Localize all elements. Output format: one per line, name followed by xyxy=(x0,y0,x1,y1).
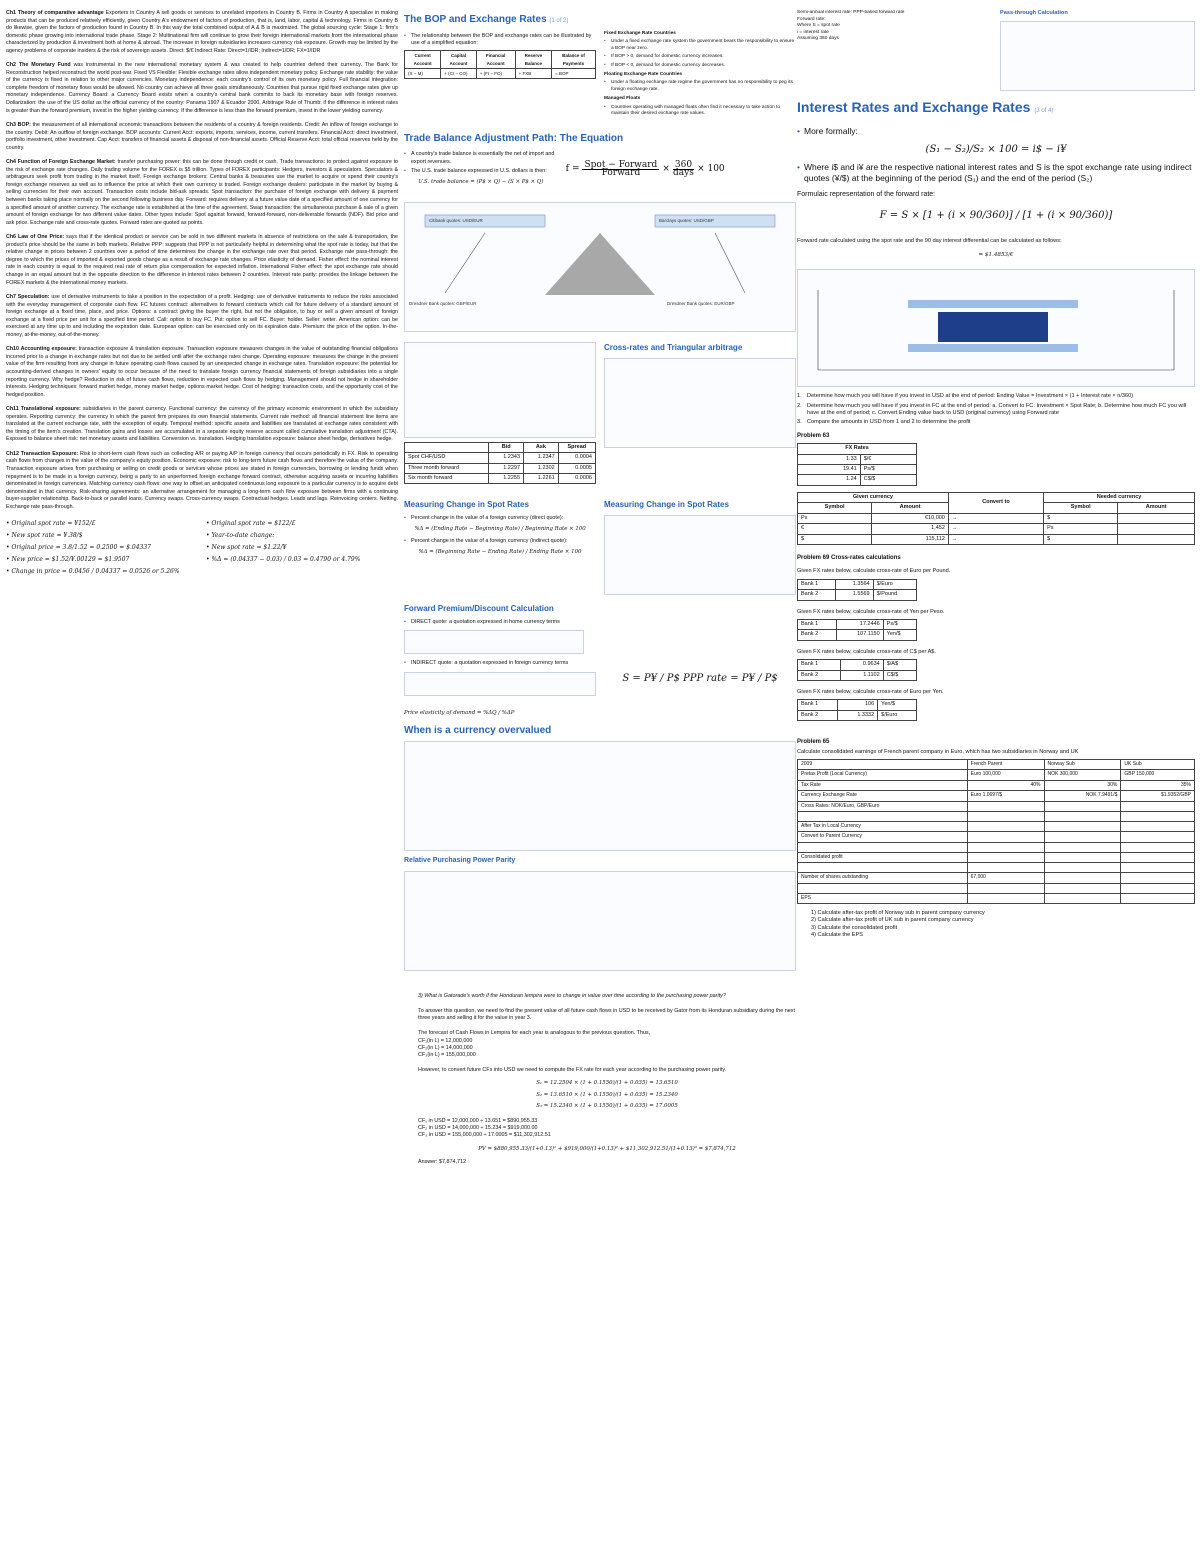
ppp-equation: S = P¥ / P$ PPP rate = P¥ / P$ xyxy=(622,673,778,685)
cross-rates-title: Cross-rates and Triangular arbitrage xyxy=(604,343,743,353)
problem-69-title: Problem 69 Cross-rates calculations xyxy=(797,554,901,561)
calc-line: • New spot rate = $1.22/¥ xyxy=(206,544,287,552)
calc-block xyxy=(6,518,398,578)
cross-block-2: Given FX rates below, calculate cross-rate of Yen per Peso. Bank 1 17.2446 Ps/$ Bank 2 107.1150 Yen/$ xyxy=(797,609,1195,641)
cia-svg xyxy=(798,270,1194,386)
cross-rates-notes xyxy=(604,358,796,448)
interest-rates-title: Interest Rates and Exchange Rates (3 of 4) xyxy=(797,99,1054,116)
forward-result: = $1.4853/€ xyxy=(978,251,1014,258)
left-column xyxy=(6,10,398,1550)
cross-rates-block xyxy=(404,338,796,487)
problem-3: 3) What is Gatorade's worth if the Honduran lempira were to change in value over time according to the purchasing power parity? To answer this question, we need to find the present value of all future cash flows in USD to be received by Gator from its Honduran subsidiary during the next three years and selling it for the value in year 3. The forecast of Cash Flows in Lempira for each year is analogous to the previous question. Thus, CF₁(in L) = 12,000,000 CF₂(in L) = 14,000,000 CF₃(in L) = 155,000,000 However, to convert future CFs into USD we need to compute the FX rate for each year according to the purchasing power parity. S₁ = 12.2504 × (1 + 0.1550)/(1 + 0.035) = 13.6510 S₂ = 13.6510 × (1 + 0.1550)/(1 + 0.035) = 15.2340 S₃ = 15.2340 × (1 + 0.1550)/(1 + 0.035) = 17.0005 CF₁ in USD = 12,000,000 ÷ 13.651 = $890,955.33 CF₂ in USD = 14,000,000 ÷ 15.234 = $919,000.00 CF₃ in USD = 155,000,000 ÷ 17.0005 = $11,302,912.51 PV = $880,955.33/(1+0.13)¹ + $919,000/(1+0.13)² + $11,302,912.51/(1+0.13)³ = $7,874,712 Answer: $7,874,712 xyxy=(418,992,795,1165)
relative-ppp-figure xyxy=(404,871,796,971)
top-notes: Semi-annual interest rate: PPP-based forward rate Forward rate: Where S = spot rate i = interest rate Assuming 360 days Pass-through Calculation xyxy=(797,10,1195,95)
cross-block-1: Given FX rates below, calculate cross-rate of Euro per Pound. Bank 1 1.3564 $/Euro Bank 2 1.5569 $/Pound xyxy=(797,568,1195,600)
chapter-10: Ch10 Accounting exposure: transaction exposure & translation exposure. Transaction exposure measures changes in the value of outstanding financial obligations incurred prior to a change in exchange rates but not due to be settled until after the exchange rates change. Operating exposure: measures the change in the present value of the firm resulting from any change in future operating cash flows caused by an unexpected change in exchange rates. Translation exposure: the potential for accounting-derived changes in owners' equity to occur because of the need to translate foreign currency financial statements of foreign subsidiaries into a single reporting currency. Why hedge? Reduction in risk of future cash flows, reduction in expected cash flows by hedging. Management should not hedge in shareholder interests. Hedging techniques: forward market hedge, money market hedge, options market hedge. Cost of hedging: transaction costs, and the opportunity cost of the hedged position. xyxy=(6,346,398,398)
measuring-block: Measuring Change in Spot Rates • Percent change in the value of a foreign currency (direct quote): %Δ = (Ending Rate − Beginning Rate) / Beginning Rate × 100 • Percent change in the value of a foreign currency (indirect quote): %Δ = (Beginning Rate − Ending Rate) / Ending Rate × 100 Measuring Change in Spot Rates xyxy=(404,495,796,599)
direct-quote-figure xyxy=(404,630,584,654)
cross-block-3: Given FX rates below, calculate cross-rate of C$ per A$. Bank 1 0.9634 $/A$ Bank 2 1.1102 C$/$ xyxy=(797,649,1195,681)
calc-line: • New price = $1.52/¥.00129 = $1.9507 xyxy=(6,556,130,564)
forward-premium-equation: f = Spot − Forward Forward × 360 days × 100 xyxy=(565,160,725,179)
overvalued-figure xyxy=(404,741,796,851)
conversion-table: Given currency Convert to Needed currency Symbol Amount Symbol Amount Ps €10,000 → $ € 1,452 → Ps $ 115,112 → $ xyxy=(797,492,1195,545)
cross-rates-table: Bid Ask Spread Spot CHF/USD 1.2343 1.2347 0.0004 Three month forward 1.2297 1.2302 0.0005 Six month forward 1.2255 1.2261 0.0006 xyxy=(404,442,596,484)
chapter-12: Ch12 Transaction Exposure: Risk to short-term cash flows such as collecting A/R or paying A/P in foreign currency that occurs periodically in FX. Risk to operating cash flows from changes in the value of the company's equity position. Economic exposure: risk to long-term future cash flows and therefore the value of the company. Transaction exposure arises from purchasing or selling on credit goods or services whose prices are stated in foreign currencies, borrowing or lending funds when repayment is to be made in a foreign currency, being a party to an unperformed foreign exchange forward contract, otherwise acquiring assets or incurring liabilities denominated in foreign currencies. Matching currency cash flows: one way to offset an anticipated continuous long exposure to a particular currency is to acquire debt denominated in that currency. Risk-sharing agreements: an alternative arrangement for managing a long-term cash flow exposure between firms with a continuing buyer-supplier relationship. Back-to-back or parallel loans. Currency swaps. Cross-currency swaps. Contractual hedges. Leads and lags. Reinvoicing centers. Netting. Exchange rate pass-through. xyxy=(6,450,398,510)
fx-rates-table: FX Rates 1.33 $/€ 19.41 Ps/$ 1.24 C$/$ xyxy=(797,443,917,486)
bop-block: • The relationship between the BOP and exchange rates can be illustrated by use of a simplified equation: Current Account Capital Account Financial Account Reserve Balance Balance of Payments (X − M) + (CI − CO) + (FI − FO) + FXB = BOP Fixed Exchange Rate Countries • Under a fixed exchange rate system the government bears the responsibility to ensure a BOP near zero. • If BOP > 0, demand for domestic currency increases. • If BOP < 0, demand for domestic currency decreases. Floating Exchange Rate Countries • Under a floating exchange rate regime the government has no responsibility to peg its foreign exchange rate. Managed Floats • Countries operating with managed floats often find it necessary to take action to maintain their desired exchange rate values. xyxy=(404,31,796,119)
calc-line: • Year-to-date change: xyxy=(206,532,275,540)
answer: Answer: $7,874,712 xyxy=(418,1158,466,1165)
pass-through-title: Pass-through Calculation xyxy=(1000,10,1068,16)
forward-premium-title: Forward Premium/Discount Calculation xyxy=(404,604,554,614)
forward-rate-equation: F = S × [1 + (i × 90/360)] / [1 + (i × 90/360)] xyxy=(879,210,1113,222)
cia-steps: 1. Determine how much you will have if you invest in USD at the end of period: Ending Value = Investment × (1 + Interest rate × n/360) 2. Determine how much you will have if you invest in FC at the end of period: a. Convert to FC: Investment × Spot Rate; b. Determine how much FC you will have at the end of period; c. Convert Ending value back to USD (original currency) using Forward rate 3. Compare the amounts in USD from 1 and 2 to determine the profit xyxy=(797,393,1187,426)
relative-ppp-title: Relative Purchasing Power Parity xyxy=(404,856,516,864)
bop-bullet: • The relationship between the BOP and exchange rates can be illustrated by use of a simplified equation: xyxy=(404,33,596,47)
problem-65-steps: 1) Calculate after-tax profit of Norway sub in parent company currency 2) Calculate after-tax profit of UK sub in parent company currency 3) Calculate the consolidated profit 4) Calculate the EPS xyxy=(811,910,985,939)
calc-line: • %Δ = (0.04337 − 0.03) / 0.03 = 0.4790 or 4.79% xyxy=(206,556,361,564)
indirect-quote-figure xyxy=(404,672,596,696)
overvalued-title: When is a currency overvalued xyxy=(404,724,552,736)
calc-line: • Original spot rate = $122/£ xyxy=(206,520,296,528)
fixed-rate-title: Fixed Exchange Rate Countries xyxy=(604,31,676,36)
bop-table: Current Account Capital Account Financial Account Reserve Balance Balance of Payments (X − M) + (CI − CO) + (FI − FO) + FXB = BOP xyxy=(404,50,596,79)
chapter-11: Ch11 Translational exposure: subsidiaries in the parent currency. Functional currency: the currency of the primary economic environment in which the subsidiary operates. Reporting currency: the currency in which the parent firm prepares its own financial statements. Current rate method: all financial statement line items are translated at the current exchange rate, with the exception of equity. Temporal method: specific assets and liabilities are translated at exchange rates consistent with the timing of the item's creation. Translation gains and losses are accumulated in a separate equity reserve account called cumulative translation adjustment (CTA). Exposed to balance sheet risk: net monetary assets and liabilities. Conversion vs. translation. Hedging translation exposure: balance sheet hedge, derivatives hedge. xyxy=(6,406,398,443)
cross-rates-figure xyxy=(404,342,596,438)
calc-line: • New spot rate = ¥.38/$ xyxy=(6,532,83,540)
problem-63-title: Problem 63 xyxy=(797,432,830,439)
problem-65-title: Problem 65 xyxy=(797,739,830,746)
calc-line: • Original spot rate = ¥152/£ xyxy=(6,520,96,528)
chapter-1: Ch1 Theory of comparative advantage Exporters in Country A sell goods or services to unrelated importers in Country B. Firms in Country A specialize in making products that can be produced relatively efficiently, given Country A's endowment of factors of production, that is, land, labor, capital & technology. Firms in Country B do likewise, given the factors of production found in Country B. In this way the total combined output of A & B is maximized. The global sourcing cycle: Stage 1: firm's domestic phase growing into international trade phase. Stage 2: Multinational firm will continue to grow their foreign international markets from the international phase characterized by production & investment both at home & abroad. The increase in foreign subsidiaries increases currency risk exposure. Growth may be limited by the agency problems of corporate insiders & the risk of sovereign assets. Direct: $/€ Indirect Rate: Direct=1/IDR; Indirect=1/DR; FX=1/IDR xyxy=(6,10,398,54)
ir-equation: (S₁ − S₂)/S₂ × 100 = i$ − i¥ xyxy=(925,144,1067,156)
measuring-figure xyxy=(604,515,796,595)
measuring-title-right: Measuring Change in Spot Rates xyxy=(604,500,729,510)
elasticity-equation: Price elasticity of demand = %ΔQ / %ΔP xyxy=(404,709,515,716)
chapter-6: Ch6 Law of One Price: says that if the identical product or service can be sold in two different markets in absence of restrictions on the sale & transportation, the product's price should be the same in both markets. Relative PPP: suggests that PPP is not particularly helpful in determining what the spot rate is today, but that the relative change in prices between 2 countries over a period of time determines the change in the exchange rate over that period. Exchange rate pass-through: the degree to which the prices of imported & exported goods change as a result of exchange rate changes. Price elasticity of demand. Fisher effect: the nominal interest rate in each country is equal to the required real rate of return plus compensation for expected inflation. International Fisher effect: the spot exchange rate should change in an equal amount but in the opposite direction to the difference in interest rates between 2 countries. Interest rate parity: provides the linkage between the FOREX markets & the international money markets. xyxy=(6,234,398,286)
right-column: Semi-annual interest rate: PPP-based forward rate Forward rate: Where S = spot rate i = interest rate Assuming 360 days Pass-through Calculation Interest Rates and Exchange Rates (3 of 4) • More formally: (S₁ − S₂)/S₂ × 100 = i$ − i¥ • Where i$ and i¥ are the respective national interest rates and S is the spot exchange rate using indirect quotes (¥/$) at the beginning of the period (S₁) and the end of the period (S₂) Formulaic representation of the forward rate: F = S × [1 + (i × 90/360)] / [1 + (i × 90/360)] Forward rate calculated using the spot rate and the 90 day interest differential can be calculated as follows: = $1.4853/€ 1. Determine how much you will have if you invest in USD at the end of period: Ending Value = Investment × (1 + Interest rate × n/360) 2. Determine how much you will have if you invest in FC at the end of period: a. Convert to FC: Investment × Spot Rate; b. Determine how much FC you will have at the end of period; c. Convert Ending value back to USD (original currency) using Forward rate 3. Compare the amounts in USD from 1 and 2 to determine the profit Problem 63 FX Rates 1.33 $/€ 19.41 Ps/$ 1.24 C$/$ Given currency Convert to Needed currency Symbol Amount Symbol Amount Ps €10,000 → $ € 1,452 → Ps $ 115,112 → $ Problem 69 Cross-rates calculations Given FX rates below, calculate cross-rate of Euro per Pound. Bank 1 1.3564 $/Euro Bank 2 1.5569 $/Pound Given FX rates below, calculate cross-rate of Yen per Peso. Bank 1 17.2446 Ps/$ Bank 2 107.1150 Yen/$ Given FX rates below, calculate cross-rate of C$ per A$. Bank 1 0.9634 $/A$ Bank 2 1.1102 C$/$ Given FX rates below, calculate cross-rate of Euro per Yen. Bank 1 106 Yen/$ Bank 2 1.3332 $/Euro Problem 65 Calculate consolidated earnings of French parent company in Euro, which has two subsidiaries in Norway and UK 2009 French Parent Norway Sub UK Sub Pretax Profit (Local Currency) Euro 100,000 NOK 300,000 GBP 150,000 Tax Rate 40% 30% 35% Currency Exchange Rate Euro 1.0697/$ NOK 7.9491/$ $1.9352/GBP Cross Rates: NOK/Euro, GBP/Euro After Tax in Local Currency Convert to Parent Currency Consolidated profit Number of shares outstanding 67,000 EPS 1) Calculate after-tax profit of Norway sub in parent company currency 2) Calculate after-tax profit of UK sub in parent company currency 3) Calculate the consolidated profit 4) Calculate the EPS xyxy=(797,10,1195,1550)
chapter-4: Ch4 Function of Foreign Exchange Market: transfer purchasing power: this can be done through credit or cash. Trade transactions: to protect against exposure to the risk of exchange rate changes. Daily trading volume for the FOREX is $5 trillion. Types of FOREX participants: Hedgers, investors & speculators. Speculators & arbitrageurs seek profit from trading in the market itself. Foreign exchange brokers: Central banks & treasuries use the market to acquire or spend their country's foreign exchange reserves as well as to influence the price at which their own currency is traded. Foreign exchange dealers: participate in the market by buying & selling currencies for their own account. Transaction costs include bid-ask spreads. Spot transaction: the purchase of foreign exchange with delivery & payment between banks taking place normally on the second following business day. Forward: requires delivery at a future value date of a specified amount of one currency for a specified amount of another currency. The exchange rate is established at the time of the agreement. Swap transaction: the simultaneous purchase & sale of a given amount of foreign exchange for two different value dates. Other types include: Spot against forward, forward-forward, non-deliverable forwards (NDF). Bid price and ask price. Exchange rate and cross-rate quotes. Forward rates are quoted as points. xyxy=(6,159,398,226)
chapter-3: Ch3 BOP: the measurement of all international economic transactions between the residents of a country & foreign residents. Credit: An inflow of foreign exchange to the country. Debit: An outflow of foreign exchange. BOP accounts: Current Acct: exports, imports, services, income, current transfers. Financial Acct: direct investment, portfolio investment, other investment. Cap Acct: transfers of financial assets & disposal of non-financial assets. Official Reserve Acct: total official reserves held by the country. xyxy=(6,122,398,151)
measuring-title-left: Measuring Change in Spot Rates xyxy=(404,500,529,510)
bop-title: The BOP and Exchange Rates (1 of 2) xyxy=(404,14,569,25)
calc-line: • Original price = 3.8/1.52 = 0.2500 = $.04337 xyxy=(6,544,151,552)
calc-line: • Change in price = 0.0456 / 0.04337 = 0.0526 or 5.26% xyxy=(6,568,180,576)
triangular-arbitrage-diagram: Citibank quotes: USD/EUR Barclays quotes: USD/GBP Dresdner Bank quotes: GBP/EUR Dresdner Bank quotes: EUR/GBP xyxy=(404,202,796,332)
covered-interest-diagram xyxy=(797,269,1195,387)
pass-through-figure xyxy=(1000,21,1195,91)
chapter-2: Ch2 The Monetary Fund was instrumental in the new international monetary system & was created to help countries defend their currency. The Bank for Reconstruction helped reconstruct the world post-war. Fixed VS Flexible: Flexible exchange rates allow independent monetary policy. Exchange rate stability: the value of the currency is fixed in relation to other major currencies. Monetary independence: each country's control of its own monetary policy. Full financial integration: complete freedom of monetary flows would be allowed. No country can achieve all three goals simultaneously. Countries that pursue rigid fixed exchange rates give up monetary independence. Currency Board: a Currency Board exists when a country's central bank commits to back its monetary base with foreign reserves. Dollarization: the use of the US dollar as the official currency of the country: Panama 1907 & Ecuador 2000. Arbitrage Rule of Thumb: if the difference in interest rates is greater than the forward premium, invest in the higher yielding currency. If the difference is less than the forward premium, invest in the lower yielding currency. xyxy=(6,62,398,114)
middle-column: The BOP and Exchange Rates (1 of 2) • The relationship between the BOP and exchange rates can be illustrated by use of a simplified equation: Current Account Capital Account Financial Account Reserve Balance Balance of Payments (X − M) + (CI − CO) + (FI − FO) + FXB = BOP Fixed Exchange Rate Countries • Under a fixed exchange rate system the government bears the responsibility to ensure a BOP near zero. • If BOP > 0, demand for domestic currency increases. • If BOP < 0, demand for domestic currency decreases. Floating Exchange Rate Countries • Under a floating exchange rate regime the government has no responsibility to peg its foreign exchange rate. Managed Floats • Countries operating with managed floats often find it necessary to take action to maintain their desired exchange rate values. Trade Balance Adjustment Path: The Equation • A country's trade balance is essentially the net of import and export revenues. • The U.S. trade balance expressed in U.S. dollars is then: U.S. trade balance = (P$ × Q) − (S × P$ × Q) f = Spot − Forward Forward × 360 days × 100 Citibank quotes: USD/EUR Barclays quotes: USD/GBP Dresdner Bank quotes: GBP/EUR Dresdner Bank quotes: EUR/GBP Bid Ask Spread Spot CHF/USD 1.2343 1.2347 0.0004 Three month forward 1.2297 1.2302 0.0005 Six month forward 1.2255 1.2261 0.0006 Cross-rates and Triangular arbitrage Measuring Change in Spot Rates • Percent change in the value of a foreign currency (direct quote): %Δ = (Ending Rate − Beginning Rate) / Beginning Rate × 100 • Percent change in the value of a foreign currency (indirect quote): %Δ = (Beginning Rate − Ending Rate) / Ending Rate × 100 Measuring Change in Spot Rates Forward Premium/Discount Calculation • DIRECT quote: a quotation expressed in home currency terms • INDIRECT quote: a quotation expressed in foreign currency terms S = P¥ / P$ PPP rate = P¥ / P$ Price elasticity of demand = %ΔQ / %ΔP When is a currency overvalued Relative Purchasing Power Parity 3) What is Gatorade's worth if the Honduran lempira were to change in value over time according to the purchasing power parity? To answer this question, we need to find the present value of all future cash flows in USD to be received by Gator from its Honduran subsidiary during the next three years and selling it for the value in year 3. The forecast of Cash Flows in Lempira for each year is analogous to the previous question. Thus, CF₁(in L) = 12,000,000 CF₂(in L) = 14,000,000 CF₃(in L) = 155,000,000 However, to convert future CFs into USD we need to compute the FX rate for each year according to the purchasing power parity. S₁ = 12.2504 × (1 + 0.1550)/(1 + 0.035) = 13.6510 S₂ = 13.6510 × (1 + 0.1550)/(1 + 0.035) = 15.2340 S₃ = 15.2340 × (1 + 0.1550)/(1 + 0.035) = 17.0005 CF₁ in USD = 12,000,000 ÷ 13.651 = $890,955.33 CF₂ in USD = 14,000,000 ÷ 15.234 = $919,000.00 CF₃ in USD = 155,000,000 ÷ 17.0005 = $11,302,912.51 PV = $880,955.33/(1+0.13)¹ + $919,000/(1+0.13)² + $11,302,912.51/(1+0.13)³ = $7,874,712 Answer: $7,874,712 xyxy=(404,10,796,1550)
consolidation-table: 2009 French Parent Norway Sub UK Sub Pretax Profit (Local Currency) Euro 100,000 NOK 300,000 GBP 150,000 Tax Rate 40% 30% 35% Currency Exchange Rate Euro 1.0697/$ NOK 7.9491/$ $1.9352/GBP Cross Rates: NOK/Euro, GBP/Euro After Tax in Local Currency Convert to Parent Currency Consolidated profit Number of shares outstanding 67,000 EPS xyxy=(797,759,1195,904)
trade-balance-title: Trade Balance Adjustment Path: The Equation xyxy=(404,133,624,145)
trade-block: • A country's trade balance is essentially the net of import and export revenues. • The U.S. trade balance expressed in U.S. dollars is then: U.S. trade balance = (P$ × Q) − (S × P$ × Q) f = Spot − Forward Forward × 360 days × 100 xyxy=(404,149,796,190)
chapter-7: Ch7 Speculation: use of derivative instruments to take a position in the expectation of a profit. Hedging: use of derivative instruments to reduce the risks associated with the everyday management of corporate cash flow. FC futures contract: alternatives to forward contracts which call for future delivery of a standard amount of foreign exchange at a fixed time, place, and price. Options: a contract giving the buyer the right, but not the obligation, to buy or sell a given amount of foreign exchange at a fixed price per unit for a specified time period. Call: option to buy FC. Put: option to sell FC. Buyer: holder. Seller: writer. American option: can be exercised at any time up to and including the expiration date. European option: can be exercised only on its expiration date. Premium: the price of the option. In-the-money, at-the-money, out-of-the-money. xyxy=(6,294,398,338)
cross-block-4: Given FX rates below, calculate cross-rate of Euro per Yen. Bank 1 106 Yen/$ Bank 2 1.3332 $/Euro xyxy=(797,689,1195,721)
